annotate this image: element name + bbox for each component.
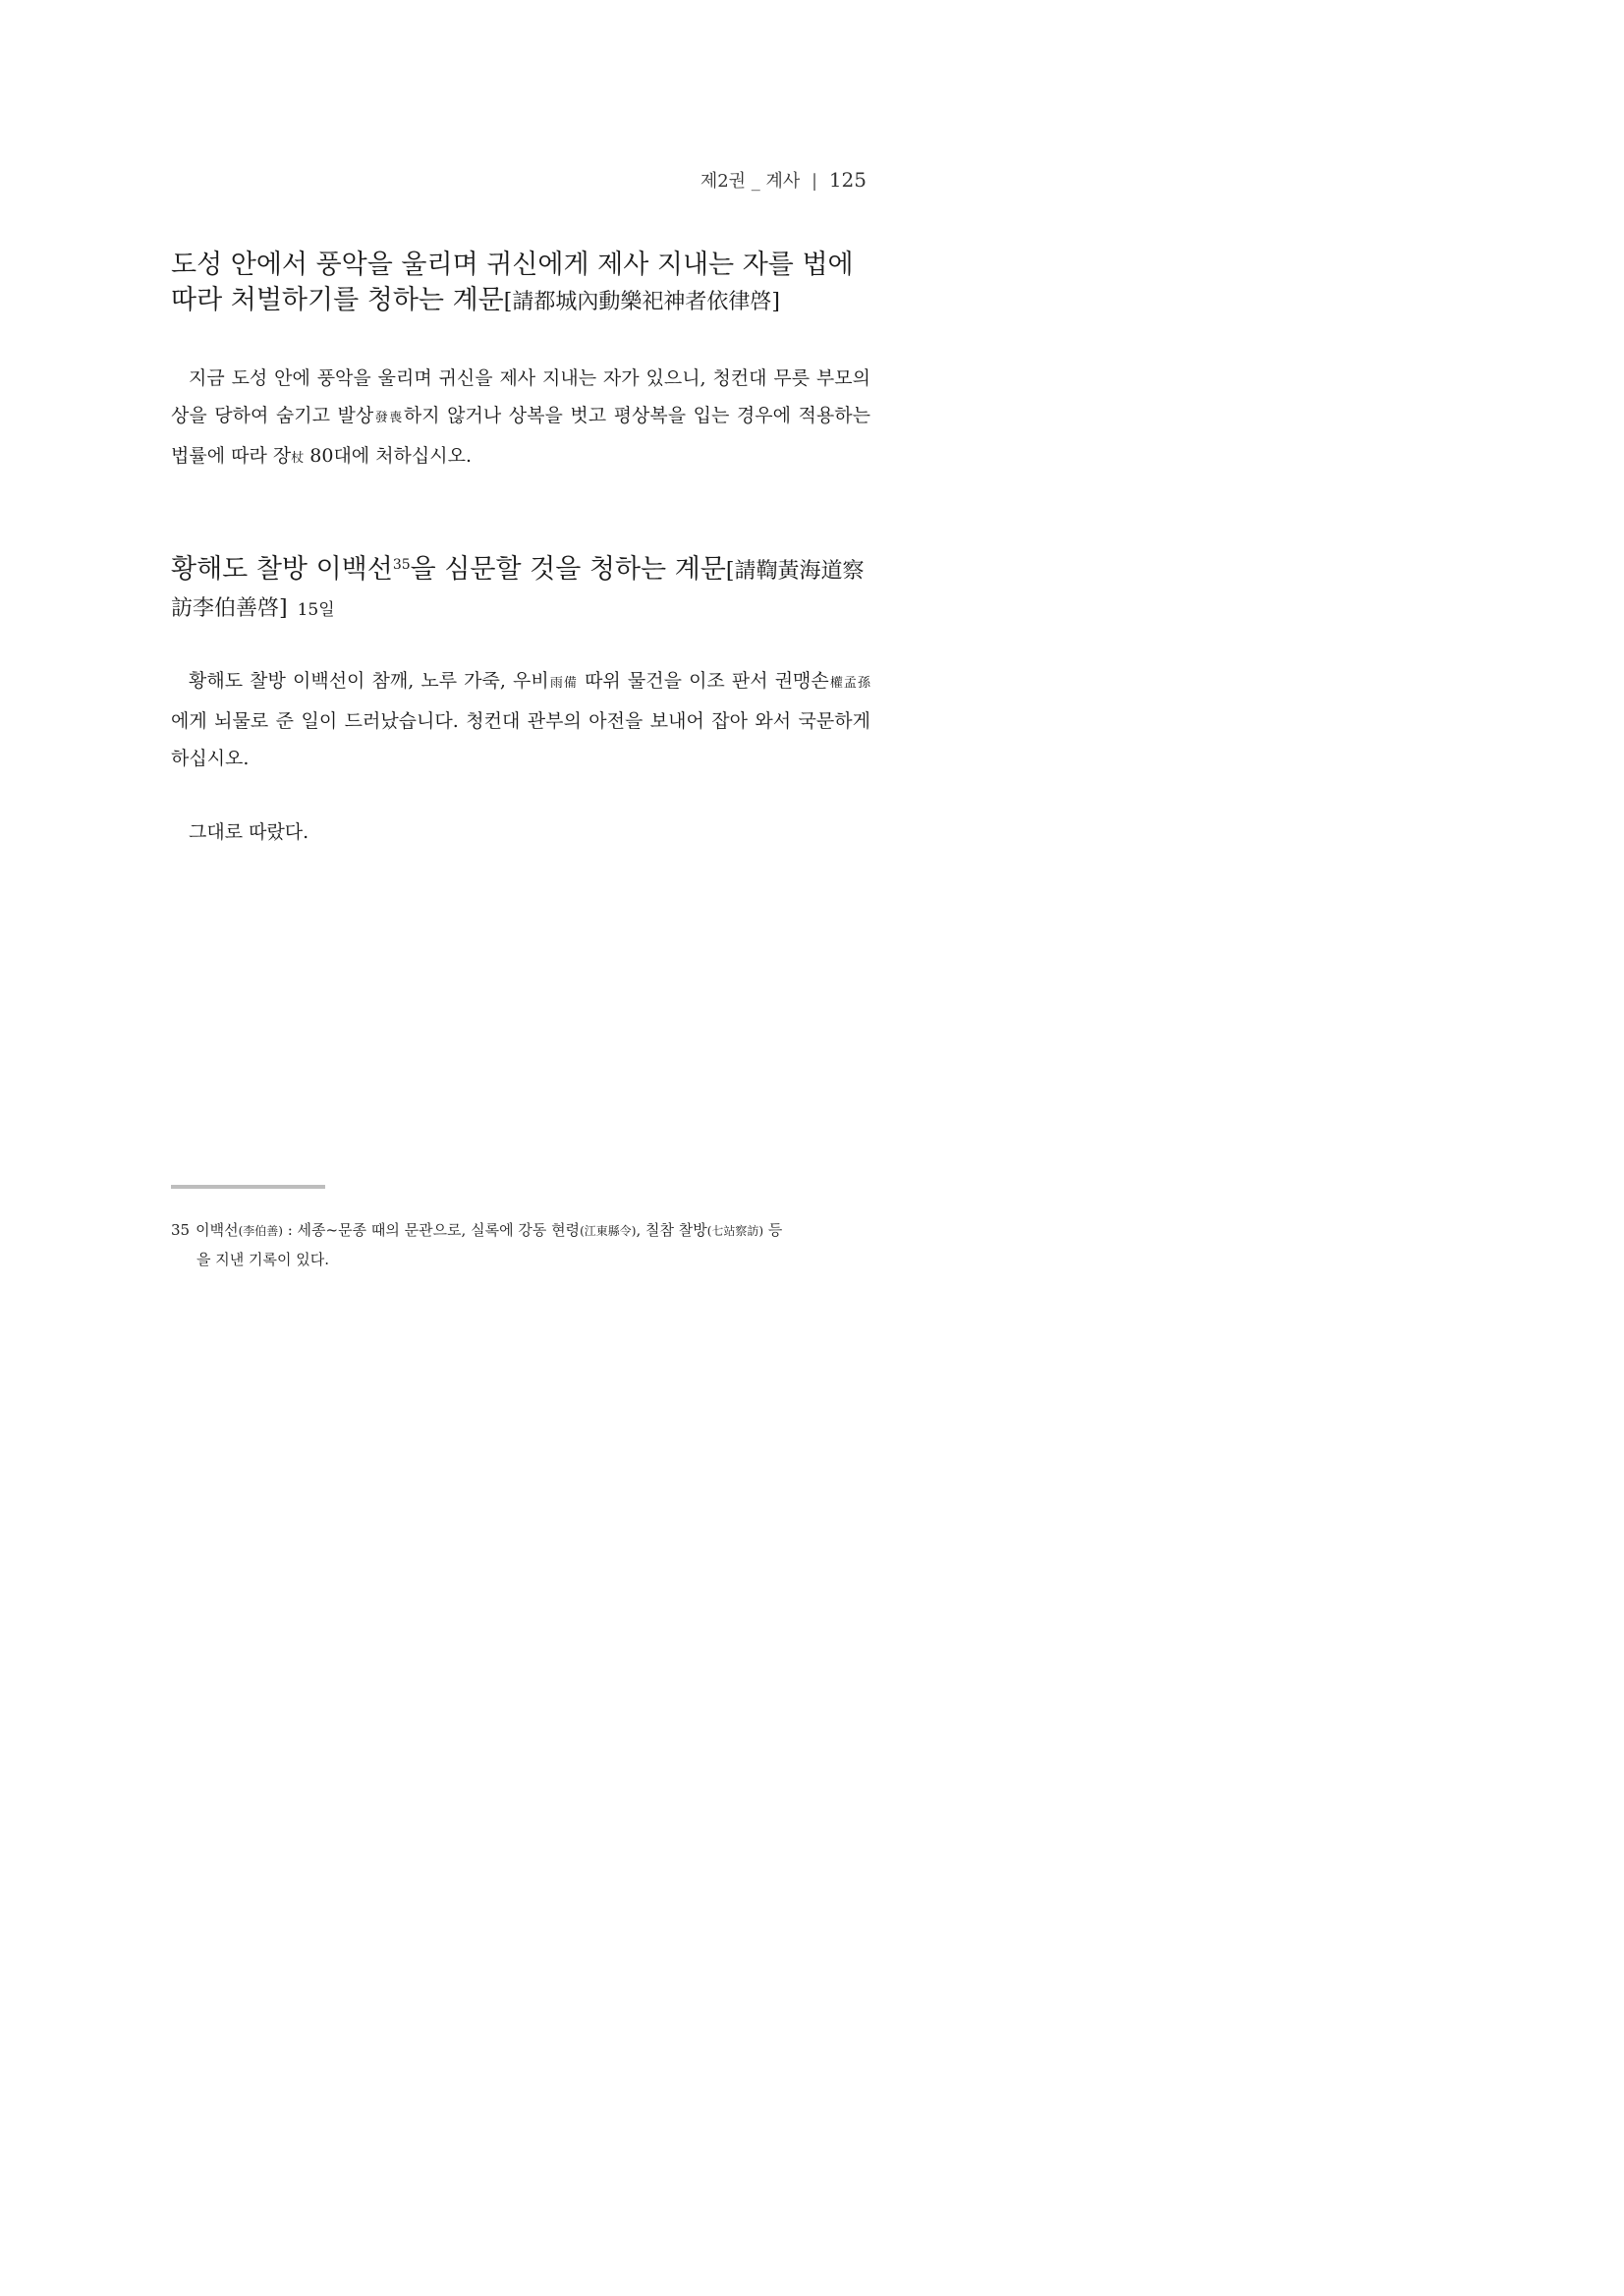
section1-body-hanja-2: 杖: [291, 451, 305, 466]
section1-body-text-1: 지금 도성 안에 풍악을 울리며 귀신을 제사 지내는 자가 있으니, 청컨대 무릇 부모의 상을 당하여 숨기고 발상: [171, 367, 870, 426]
footnote-text-c: , 칠참 찰방: [636, 1221, 707, 1239]
footnote-hanja-c: (七站察訪): [706, 1224, 764, 1238]
section2-title-korean-b: 을 심문할 것을 청하는 계문: [410, 554, 726, 585]
header-volume: 제2권 _ 계사: [700, 171, 801, 192]
section2-body-hanja-2: 權孟孫: [828, 676, 870, 691]
footnote-hanja-a: (李伯善): [238, 1224, 283, 1238]
section1-body-text-2: 하지 않거나 상복을 벗고 평상복을 입는 경우에 적용하는 법률에 따라 장: [171, 405, 870, 467]
section2-title-korean-a: 황해도 찰방 이백선: [171, 554, 393, 585]
footnote-number: 35: [171, 1221, 191, 1239]
footnote-35: [171, 1216, 870, 1274]
page-number: 125: [828, 168, 867, 192]
footnote-text-b: : 세종~문종 때의 문관으로, 실록에 강동 현령: [282, 1221, 581, 1239]
section2-closing: [171, 813, 870, 851]
section1-title-hanja: [請都城內動樂祀神者依律啓]: [503, 290, 780, 314]
header-separator: |: [812, 171, 818, 192]
section2-title-hanja: [請鞫黃海道察訪李伯善啓]: [171, 559, 865, 621]
section2-body-text-2: 따위 물건을 이조 판서 권맹손: [577, 670, 829, 692]
section1-body-text-3: 80대에 처하십시오.: [304, 445, 473, 467]
section1-body-hanja-1: 發喪: [373, 411, 404, 425]
footnote-divider: [171, 1185, 325, 1189]
section2-body-hanja-1: 雨備: [548, 676, 578, 691]
footnote-continuation: 을 지낸 기록이 있다.: [196, 1251, 329, 1268]
footnote-ref-35[interactable]: 35: [392, 557, 411, 573]
section2-body-text-3: 에게 뇌물로 준 일이 드러났습니다. 청컨대 관부의 아전을 보내어 잡아 와서 국문하게 하십시오.: [171, 710, 870, 769]
section2-body-text-1: 황해도 찰방 이백선이 참깨, 노루 가죽, 우비: [189, 670, 549, 692]
footnote-hanja-b: (江東縣令): [580, 1224, 637, 1238]
section2-title-day: 15일: [297, 600, 335, 620]
section2-closing-text: 그대로 따랐다.: [189, 821, 309, 843]
running-header: [700, 167, 867, 193]
footnote-text-d: 등: [763, 1221, 783, 1239]
section2-body: [171, 662, 870, 777]
section1-title-korean: 도성 안에서 풍악을 울리며 귀신에게 제사 지내는 자를 법에 따라 처벌하기를 청하는 계문: [171, 250, 854, 315]
footnote-text-a: 이백선: [196, 1221, 239, 1239]
section1-body: [171, 360, 870, 477]
section2-title: [171, 552, 870, 628]
section1-title: [171, 248, 870, 320]
